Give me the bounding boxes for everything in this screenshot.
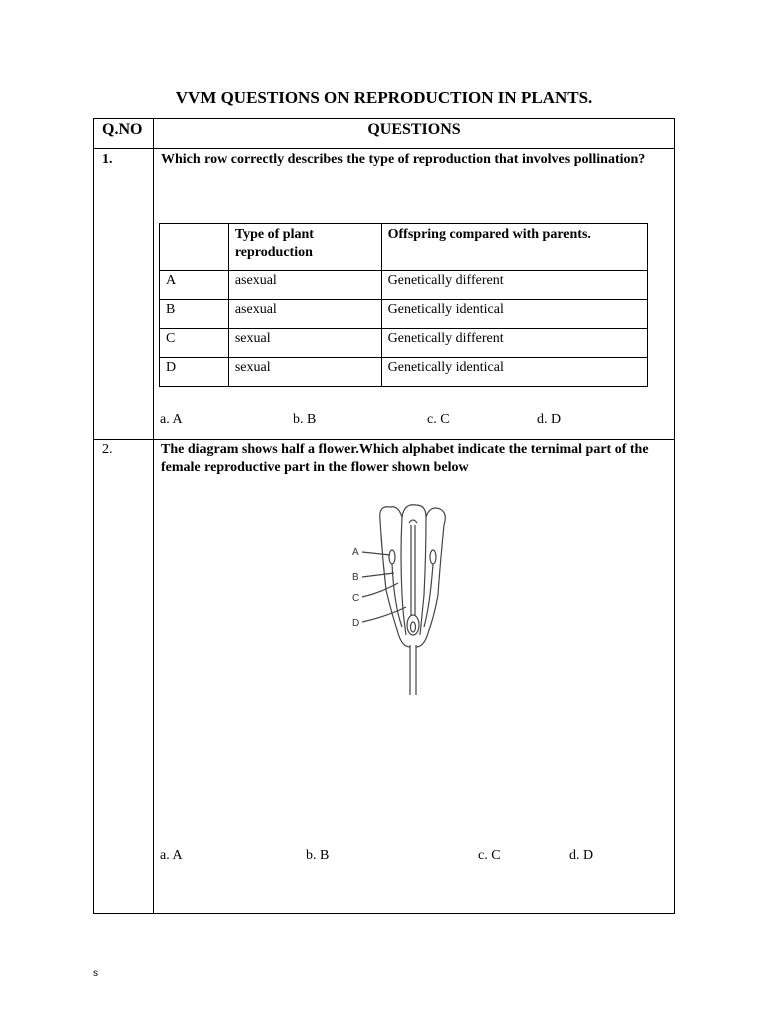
header-cell-type: Type of plant reproduction <box>228 224 381 271</box>
row-type: asexual <box>228 300 381 329</box>
row-offspring: Genetically identical <box>381 358 647 387</box>
table-row <box>160 300 648 329</box>
header-questions: QUESTIONS <box>367 121 461 138</box>
question-1-option-b: b. B <box>293 412 317 427</box>
row-letter: A <box>160 271 229 300</box>
question-2-option-c: c. C <box>478 848 501 863</box>
row-letter: C <box>160 329 229 358</box>
question-1-option-c: c. C <box>427 412 450 427</box>
reproduction-table <box>159 223 648 387</box>
header-row-divider <box>94 148 674 149</box>
half-flower-diagram <box>340 495 540 705</box>
header-cell-offspring: Offspring compared with parents. <box>381 224 647 271</box>
row-letter: B <box>160 300 229 329</box>
question-2-option-a: a. A <box>160 848 183 863</box>
row-letter: D <box>160 358 229 387</box>
diagram-label-d: D <box>352 618 360 629</box>
row-type: asexual <box>228 271 381 300</box>
row-offspring: Genetically different <box>381 271 647 300</box>
header-qno: Q.NO <box>102 121 143 138</box>
page-title: VVM QUESTIONS ON REPRODUCTION IN PLANTS. <box>175 88 593 107</box>
question-1-text: Which row correctly describes the type of reproduction that involves pollination? <box>161 152 646 167</box>
table-row <box>160 271 648 300</box>
row-offspring: Genetically different <box>381 329 647 358</box>
footer-mark: s <box>93 968 98 979</box>
question-row-divider <box>94 439 674 440</box>
reproduction-table-header-row <box>160 224 648 271</box>
column-divider <box>153 119 154 913</box>
table-row <box>160 329 648 358</box>
question-1-number: 1. <box>102 152 113 167</box>
question-2-option-b: b. B <box>306 848 330 863</box>
row-type: sexual <box>228 358 381 387</box>
question-2-text: The diagram shows half a flower.Which alphabet indicate the ternimal part of the female reproductive part in the flower shown below <box>161 442 649 475</box>
row-offspring: Genetically identical <box>381 300 647 329</box>
header-cell-empty <box>160 224 229 271</box>
row-type: sexual <box>228 329 381 358</box>
question-1-option-d: d. D <box>537 412 562 427</box>
question-2-number: 2. <box>102 442 113 457</box>
diagram-label-c: C <box>352 593 360 604</box>
diagram-label-b: B <box>352 572 359 583</box>
question-2-option-d: d. D <box>569 848 594 863</box>
diagram-label-a: A <box>352 547 359 558</box>
table-row <box>160 358 648 387</box>
question-1-option-a: a. A <box>160 412 183 427</box>
